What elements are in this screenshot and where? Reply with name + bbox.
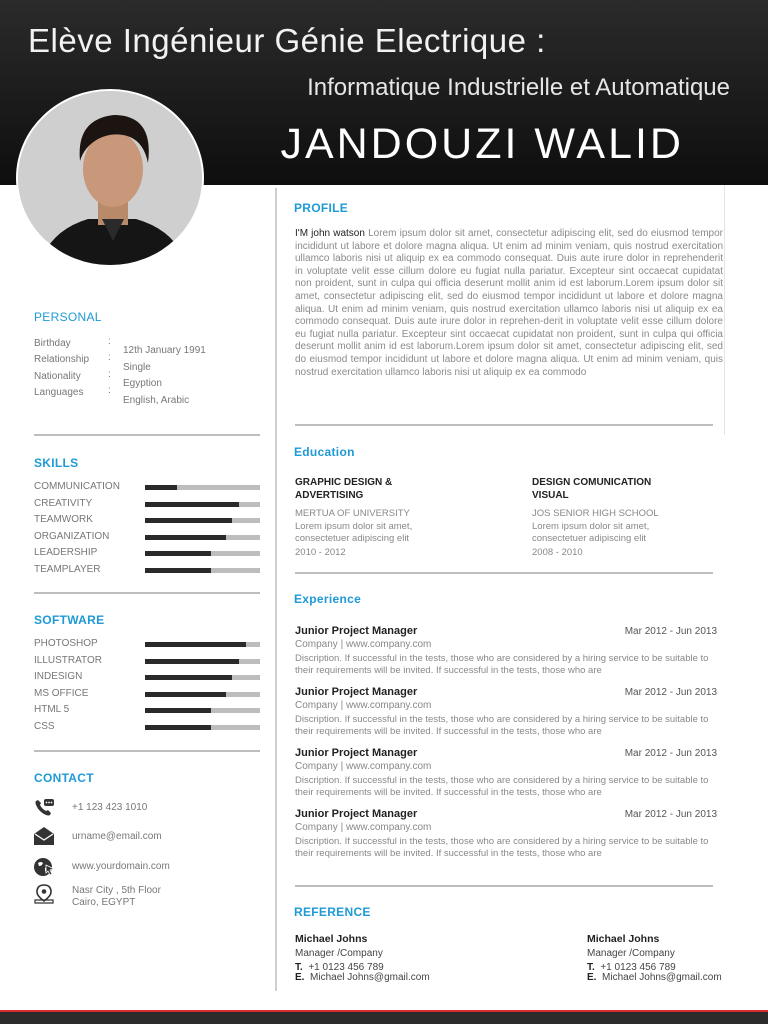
experience-company: Company | www.company.com bbox=[295, 639, 432, 650]
skill-bar-fill bbox=[145, 535, 226, 540]
software-bar-fill bbox=[145, 708, 211, 713]
experience-role: Junior Project Manager bbox=[295, 808, 418, 820]
reference-1-phone: T. +1 0123 456 789 bbox=[295, 962, 384, 973]
colon-separator: : bbox=[108, 385, 111, 396]
contact-website: www.yourdomain.com bbox=[72, 861, 170, 872]
experience-company: Company | www.company.com bbox=[295, 700, 432, 711]
experience-description: Discription. If successful in the tests, those who are considered by a hiring service to be suitable to their requirements will be invited. If successful in the tests, those who are bbox=[295, 714, 709, 737]
reference-1-role: Manager /Company bbox=[295, 948, 383, 959]
personal-value-relationship: Single bbox=[123, 362, 151, 373]
person-photo-icon bbox=[18, 91, 204, 267]
contact-email: urname@email.com bbox=[72, 831, 162, 842]
education-1-years: 2010 - 2012 bbox=[295, 547, 346, 558]
profile-photo bbox=[16, 89, 204, 267]
education-2-desc-line2: consectetuer adipiscing elit bbox=[532, 533, 647, 544]
personal-label-relationship: Relationship bbox=[34, 354, 90, 365]
skill-bar-track bbox=[145, 485, 260, 490]
software-label: INDESIGN bbox=[34, 671, 83, 683]
profile-section-title: PROFILE bbox=[294, 201, 349, 215]
reference-2-phone: T. +1 0123 456 789 bbox=[587, 962, 676, 973]
email-icon bbox=[33, 826, 55, 846]
experience-company: Company | www.company.com bbox=[295, 761, 432, 772]
experience-role: Junior Project Manager bbox=[295, 686, 418, 698]
location-pin-icon bbox=[33, 884, 55, 904]
contact-address-line2: Cairo, EGYPT bbox=[72, 897, 136, 908]
contact-phone: +1 123 423 1010 bbox=[72, 802, 148, 813]
education-1-school: MERTUA OF UNIVERSITY bbox=[295, 508, 410, 519]
software-label: HTML 5 bbox=[34, 704, 70, 716]
personal-value-languages: English, Arabic bbox=[123, 395, 190, 406]
header-subtitle: Informatique Industrielle et Automatique bbox=[307, 74, 730, 101]
software-bar-track bbox=[145, 659, 260, 664]
experience-dates: Mar 2012 - Jun 2013 bbox=[624, 748, 717, 759]
footer-accent-line bbox=[0, 1010, 768, 1012]
education-2-school: JOS SENIOR HIGH SCHOOL bbox=[532, 508, 659, 519]
skill-label: CREATIVITY bbox=[34, 497, 93, 509]
experience-company: Company | www.company.com bbox=[295, 822, 432, 833]
section-divider bbox=[295, 572, 713, 574]
personal-value-birthday: 12th January 1991 bbox=[123, 345, 206, 356]
software-label: MS OFFICE bbox=[34, 687, 89, 699]
education-2-years: 2008 - 2010 bbox=[532, 547, 583, 558]
skill-label: TEAMPLAYER bbox=[34, 564, 101, 575]
software-label: PHOTOSHOP bbox=[34, 638, 98, 649]
education-2-title: DESIGN COMUNICATION VISUAL bbox=[532, 477, 652, 501]
skill-bar-fill bbox=[145, 518, 232, 523]
software-bar-fill bbox=[145, 692, 226, 697]
education-2-desc-line1: Lorem ipsum dolor sit amet, bbox=[532, 521, 650, 532]
section-divider bbox=[34, 592, 260, 594]
phone-icon bbox=[33, 798, 55, 818]
experience-dates: Mar 2012 - Jun 2013 bbox=[624, 626, 717, 637]
reference-1-name: Michael Johns bbox=[295, 933, 368, 945]
reference-section-title: REFERENCE bbox=[294, 905, 371, 919]
software-bar-track bbox=[145, 675, 260, 680]
profile-lead: I'M john watson bbox=[295, 228, 365, 239]
experience-role: Junior Project Manager bbox=[295, 625, 418, 637]
education-1-desc-line2: consectetuer adipiscing elit bbox=[295, 533, 410, 544]
skill-label: COMMUNICATION bbox=[34, 481, 120, 492]
software-bar-track bbox=[145, 642, 260, 647]
skill-label: LEADERSHIP bbox=[34, 547, 98, 559]
colon-separator: : bbox=[108, 336, 111, 347]
software-bar-fill bbox=[145, 675, 232, 680]
candidate-name: JANDOUZI WALID bbox=[280, 120, 684, 168]
skill-bar-fill bbox=[145, 485, 177, 490]
skill-label: ORGANIZATION bbox=[34, 530, 110, 542]
skill-bar-track bbox=[145, 535, 260, 540]
software-bar-fill bbox=[145, 642, 246, 647]
footer-strip bbox=[0, 1010, 768, 1024]
section-divider bbox=[34, 434, 260, 436]
contact-section-title: CONTACT bbox=[34, 771, 94, 785]
profile-body: Lorem ipsum dolor sit amet, consectetur adipiscing elit, sed do eiusmod tempor incididunt ut labore et dolore magna aliqua. Ut enim ad minim veniam, quis nostrud exercitation ullamco laboris nisi ut aliquip ex ea commodo consequat. Duis aute irure dolor in reprehenderit in voluptate velit esse cillum dolore eu fugiat nulla pariatur. Excepteur sint occaecat cupidatat non proident, sunt in culpa qui officia deserunt mollit anim id est laborum.Lorem ipsum dolor sit amet, consectetur adipiscing elit, sed do eiusmod tempor incididunt ut labore et dolore magna aliqua. Ut enim ad minim veniam, quis nostrud exercitation ullamco laboris nisi ut aliquip ex ea commodo consequat. Duis aute irure dolor in reprehen-derit in voluptate velit esse cillum dolore eu fugiat nulla pariatur. Excepteur sint occaecat cupidatat non proident, sunt in culpa qui officia deserunt mollit anim id est laborum.Lorem ipsum dolor sit amet, consectetur adipiscing elit, sed do eiusmod tempor incididunt ut labore et dolore magna aliqua. Ut enim ad minim veniam, quis nostrud exercitation ullamco laboris nisi ut aliquip ex ea commodo bbox=[295, 228, 723, 378]
software-bar-track bbox=[145, 725, 260, 730]
skill-bar-fill bbox=[145, 551, 211, 556]
experience-dates: Mar 2012 - Jun 2013 bbox=[624, 687, 717, 698]
skill-label: TEAMWORK bbox=[34, 514, 93, 526]
section-divider bbox=[295, 424, 713, 426]
personal-label-languages: Languages bbox=[34, 387, 84, 398]
experience-section-title: Experience bbox=[294, 592, 362, 606]
software-bar-fill bbox=[145, 725, 211, 730]
reference-2-email: E. Michael Johns@gmail.com bbox=[587, 972, 722, 983]
education-1-desc-line1: Lorem ipsum dolor sit amet, bbox=[295, 521, 413, 532]
reference-1-email: E. Michael Johns@gmail.com bbox=[295, 972, 430, 983]
column-divider bbox=[275, 188, 277, 991]
software-bar-track bbox=[145, 692, 260, 697]
education-1-title: GRAPHIC DESIGN & ADVERTISING bbox=[295, 477, 393, 501]
colon-separator: : bbox=[108, 369, 111, 380]
personal-section-title: PERSONAL bbox=[34, 310, 102, 324]
reference-2-role: Manager /Company bbox=[587, 948, 675, 959]
colon-separator: : bbox=[108, 352, 111, 363]
profile-right-border bbox=[724, 185, 725, 435]
experience-description: Discription. If successful in the tests, those who are considered by a hiring service to be suitable to their requirements will be invited. If successful in the tests, those who are bbox=[295, 836, 709, 859]
section-divider bbox=[34, 750, 260, 752]
software-bar-fill bbox=[145, 659, 239, 664]
experience-role: Junior Project Manager bbox=[295, 747, 418, 759]
personal-value-nationality: Egyption bbox=[123, 378, 162, 389]
header-title: Elève Ingénieur Génie Electrique : bbox=[28, 22, 546, 59]
software-section-title: SOFTWARE bbox=[34, 613, 105, 627]
personal-label-nationality: Nationality bbox=[34, 371, 81, 382]
experience-description: Discription. If successful in the tests, those who are considered by a hiring service to be suitable to their requirements will be invited. If successful in the tests, those who are bbox=[295, 653, 709, 676]
software-bar-track bbox=[145, 708, 260, 713]
skill-bar-track bbox=[145, 551, 260, 556]
contact-address-line1: Nasr City , 5th Floor bbox=[72, 885, 161, 896]
globe-icon bbox=[33, 857, 55, 877]
education-section-title: Education bbox=[294, 445, 355, 459]
experience-dates: Mar 2012 - Jun 2013 bbox=[624, 809, 717, 820]
skill-bar-fill bbox=[145, 568, 211, 573]
skill-bar-track bbox=[145, 518, 260, 523]
personal-label-birthday: Birthday bbox=[34, 338, 71, 349]
section-divider bbox=[295, 885, 713, 887]
skill-bar-track bbox=[145, 568, 260, 573]
profile-text bbox=[295, 228, 723, 379]
skill-bar-track bbox=[145, 502, 260, 507]
software-label: CSS bbox=[34, 721, 55, 732]
skill-bar-fill bbox=[145, 502, 239, 507]
experience-description: Discription. If successful in the tests, those who are considered by a hiring service to be suitable to their requirements will be invited. If successful in the tests, those who are bbox=[295, 775, 709, 798]
skills-section-title: SKILLS bbox=[34, 456, 79, 470]
software-label: ILLUSTRATOR bbox=[34, 654, 102, 666]
reference-2-name: Michael Johns bbox=[587, 933, 660, 945]
